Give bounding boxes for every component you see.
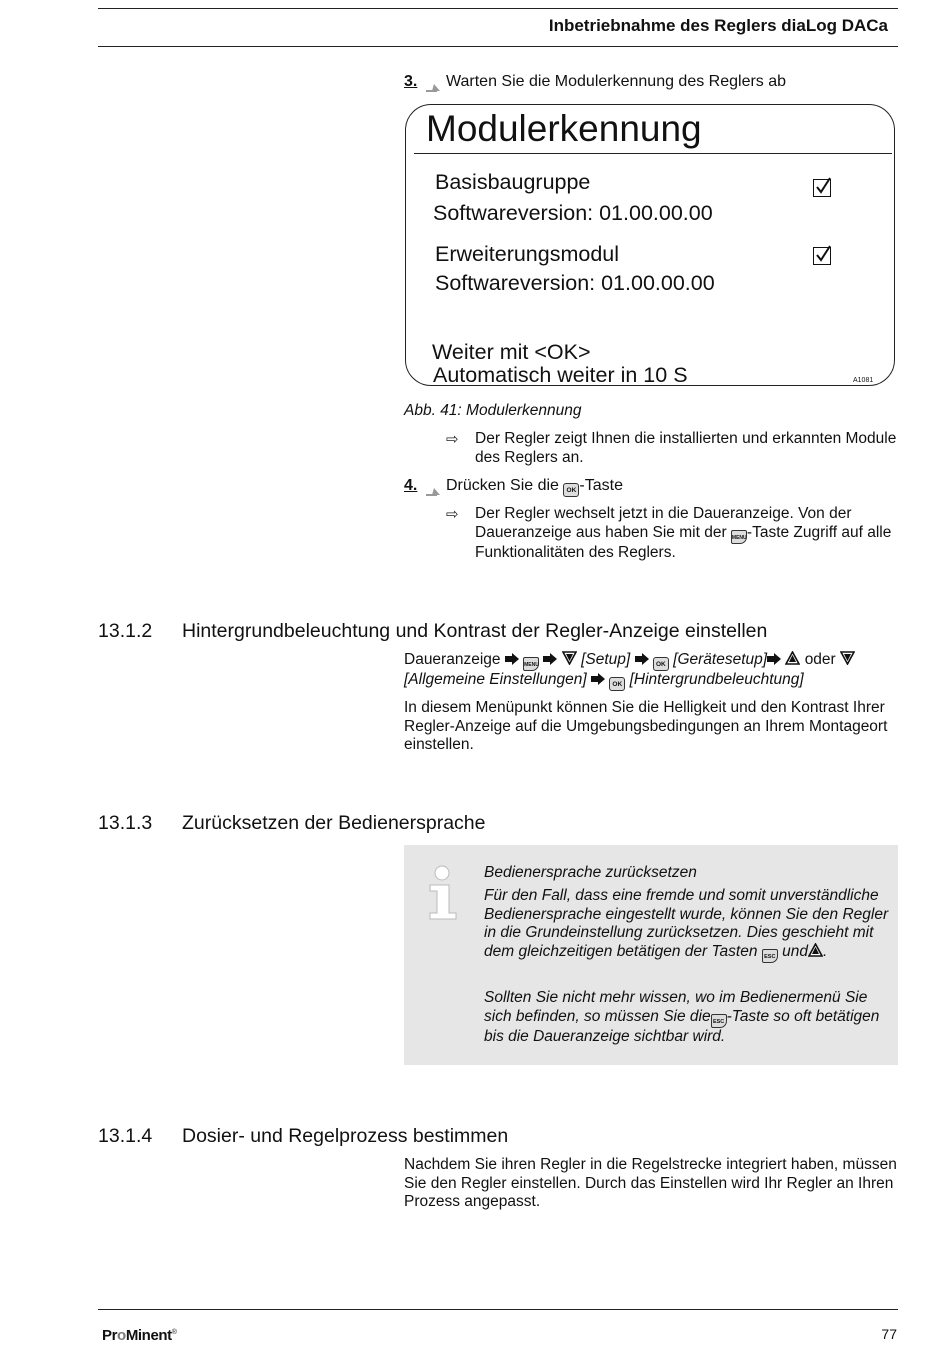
note-paragraph-1 [484, 887, 889, 963]
header-rule [98, 46, 898, 47]
step-text: Warten Sie die Modulerkennung des Reglers ab [446, 73, 787, 90]
page-number: 77 [881, 1326, 897, 1342]
path-setup: [Setup] [581, 651, 631, 668]
section-number: 13.1.3 [98, 812, 153, 834]
result-text-suffix: -Taste Zugriff auf alle Funktionalitäten des Reglers. [475, 523, 892, 561]
arrow-right-icon [767, 653, 781, 665]
section-body: Nachdem Sie ihren Regler in die Regelstrecke integriert haben, müssen Sie den Regler einstellen. Durch das Einstellen wird Ihr Regler an Ihren Prozess angepasst. [404, 1156, 897, 1210]
path-oder: oder [804, 651, 836, 668]
down-key-icon [840, 651, 855, 665]
display-title-rule [414, 153, 892, 154]
result-text: Der Regler wechselt jetzt in die Daueranzeige. Von der Daueranzeige aus haben Sie mit der [475, 505, 852, 541]
up-key-icon [808, 943, 823, 957]
note-text-end: . [822, 942, 828, 960]
note-paragraph-2 [484, 989, 889, 1046]
info-icon [425, 865, 461, 921]
note-text: Sollten Sie nicht mehr wissen, wo im Bedienermenü Sie sich befinden, so müssen Sie die [484, 989, 868, 1025]
display-auto: Automatisch weiter in 10 S [433, 363, 688, 387]
running-title: Inbetriebnahme des Reglers diaLog DACa [548, 16, 888, 35]
menu-path [404, 651, 899, 691]
down-key-icon [562, 651, 577, 665]
step-3 [404, 73, 884, 95]
note-heading: Bedienersprache zurücksetzen [484, 864, 697, 881]
prominent-logo: ProMinent® [102, 1327, 177, 1344]
base-check-icon [813, 179, 831, 197]
step-arrow-icon [426, 486, 440, 496]
display-title: Modulerkennung [426, 108, 702, 149]
top-rule [98, 8, 898, 9]
footer-rule [98, 1309, 898, 1310]
esc-key-icon: ESC [762, 949, 778, 963]
path-start: Daueranzeige [404, 651, 501, 668]
display-base-version: Softwareversion: 01.00.00.00 [433, 201, 713, 225]
figure-id: A1081 [853, 377, 874, 384]
path-geraetesetup: [Gerätesetup] [673, 651, 768, 668]
note-text-suffix: -Taste so oft betätigen bis die Daueranzeige sichtbar wird. [484, 1007, 880, 1045]
arrow-right-icon [543, 653, 557, 665]
display-ext-version: Softwareversion: 01.00.00.00 [435, 271, 715, 295]
up-key-icon [785, 651, 800, 665]
arrow-right-icon [591, 673, 605, 685]
step-number: 3. [404, 73, 418, 90]
ok-key-icon: OK [609, 677, 625, 691]
display-base-label: Basisbaugruppe [435, 170, 591, 194]
ok-key-icon: OK [563, 483, 579, 497]
section-title: Hintergrundbeleuchtung und Kontrast der Regler-Anzeige einstellen [182, 620, 768, 642]
result-arrow-icon: ⇨ [446, 506, 459, 523]
note-text: Für den Fall, dass eine fremde und somit unverständliche Bedienersprache eingestellt wurde, können Sie den Regler in die Grundeinstellung zurücksetzen. Dies geschieht mit dem gleichzeitigen betätigen der Tasten [484, 887, 889, 960]
section-body: In diesem Menüpunkt können Sie die Helligkeit und den Kontrast Ihrer Regler-Anzeige auf die Umgebungsbedingungen an Ihrem Montageort einstellen. [404, 699, 888, 753]
result-1 [446, 430, 896, 470]
step-text: Drücken Sie die [446, 477, 564, 494]
result-2 [446, 505, 896, 565]
path-allgemein: [Allgemeine Einstellungen] [404, 671, 587, 688]
menu-key-icon: MENU [523, 657, 539, 671]
ok-key-icon: OK [653, 657, 669, 671]
arrow-right-icon [505, 653, 519, 665]
result-arrow-icon: ⇨ [446, 431, 459, 448]
step-number: 4. [404, 477, 418, 494]
section-title: Dosier- und Regelprozess bestimmen [182, 1125, 509, 1147]
step-4 [404, 477, 884, 499]
ext-check-icon [813, 247, 831, 265]
result-text: Der Regler zeigt Ihnen die installierten und erkannten Module des Reglers an. [475, 430, 897, 466]
display-continue: Weiter mit <OK> [432, 340, 591, 364]
step-arrow-icon [426, 82, 440, 92]
display-ext-label: Erweiterungsmodul [435, 242, 620, 266]
arrow-right-icon [635, 653, 649, 665]
note-und: und [782, 942, 808, 960]
section-number: 13.1.2 [98, 620, 153, 642]
section-title: Zurücksetzen der Bedienersprache [182, 812, 486, 834]
path-hintergrund: [Hintergrundbeleuchtung] [629, 671, 804, 688]
step-text-suffix: -Taste [579, 477, 623, 494]
figure-caption: Abb. 41: Modulerkennung [404, 402, 582, 419]
section-number: 13.1.4 [98, 1125, 153, 1147]
menu-key-icon: MENU [731, 530, 747, 544]
esc-key-icon: ESC [711, 1014, 727, 1028]
